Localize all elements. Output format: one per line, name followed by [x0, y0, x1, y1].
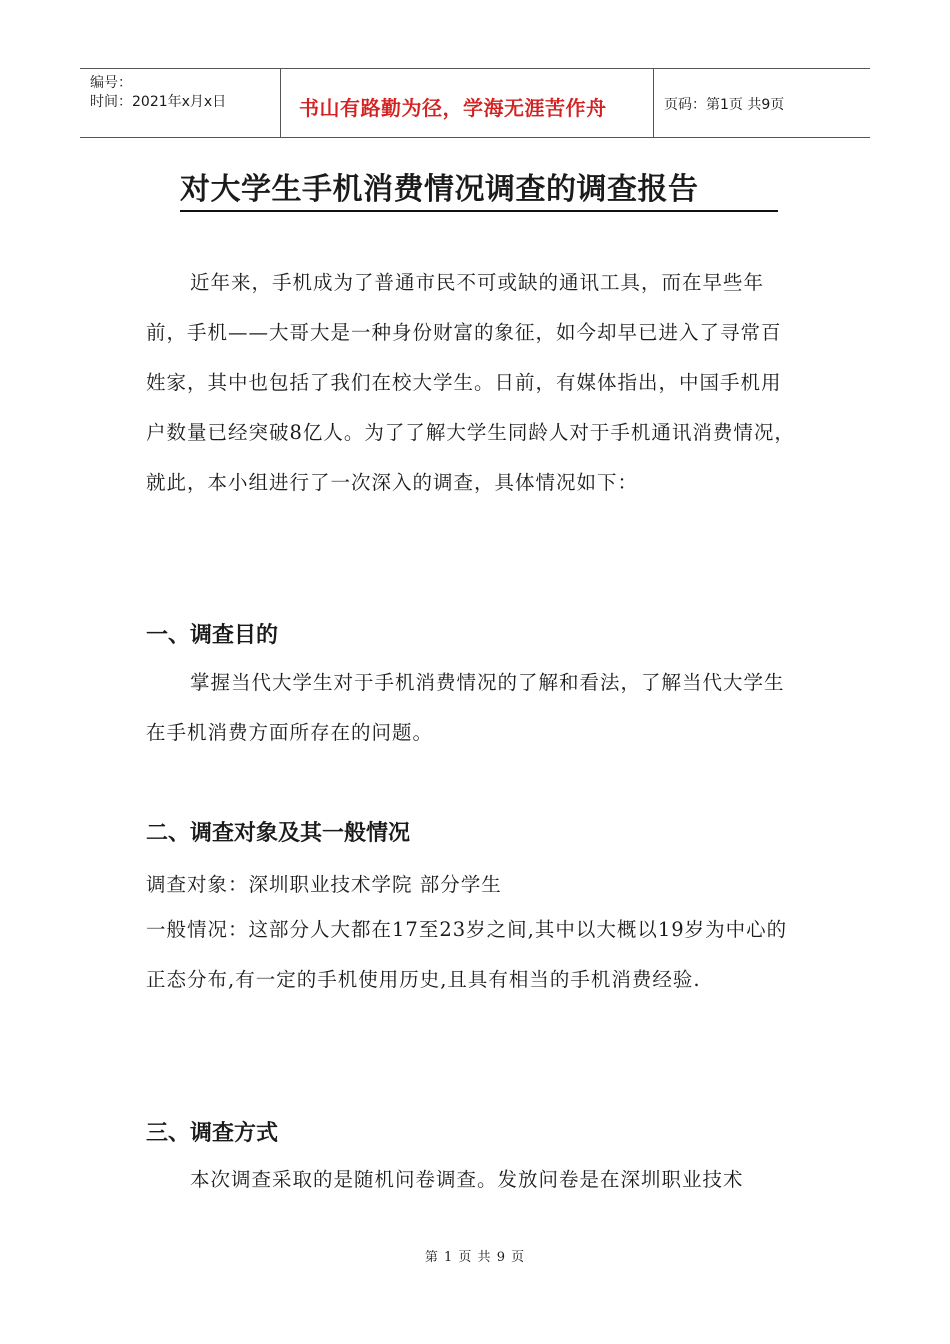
- section-body-purpose: 掌握当代大学生对于手机消费情况的了解和看法，了解当代大学生在手机消费方面所存在的问题。: [146, 671, 785, 744]
- section-heading-purpose: 一、调查目的: [146, 623, 279, 648]
- header-page-cell: [654, 69, 870, 137]
- subjects-object-line: 调查对象：深圳职业技术学院 部分学生: [146, 873, 502, 896]
- header-motto-cell: [281, 69, 654, 137]
- header-meta-cell: [80, 69, 281, 137]
- subjects-general-paragraph: 一般情况：这部分人大都在17至23岁之间,其中以大概以19岁为中心的正态分布,有一定的手机使用历史,且具有相当的手机消费经验.: [146, 918, 788, 991]
- document-date-label: 时间：2021年x月x日: [90, 94, 227, 110]
- section-heading-method: 三、调查方式: [146, 1121, 279, 1146]
- motto-text: 书山有路勤为径，学海无涯苦作舟: [299, 96, 607, 120]
- document-title: 对大学生手机消费情况调查的调查报告: [180, 164, 778, 212]
- page-code: 页码：第1页 共9页: [664, 97, 785, 113]
- document-number-label: 编号：: [90, 75, 132, 91]
- page-header: [80, 68, 870, 138]
- page-footer: 第 1 页 共 9 页: [424, 1250, 526, 1265]
- section-body-method: 本次调查采取的是随机问卷调查。发放问卷是在深圳职业技术: [190, 1168, 744, 1191]
- section-heading-subjects: 二、调查对象及其一般情况: [146, 821, 411, 846]
- intro-paragraph: 近年来，手机成为了普通市民不可或缺的通讯工具，而在早些年前，手机——大哥大是一种身份财富的象征，如今却早已进入了寻常百姓家，其中也包括了我们在校大学生。日前，有媒体指出，中国手机用户数量已经突破8亿人。为了了解大学生同龄人对于手机通讯消费情况，就此，本小组进行了一次深入的调查，具体情况如下：: [146, 271, 795, 494]
